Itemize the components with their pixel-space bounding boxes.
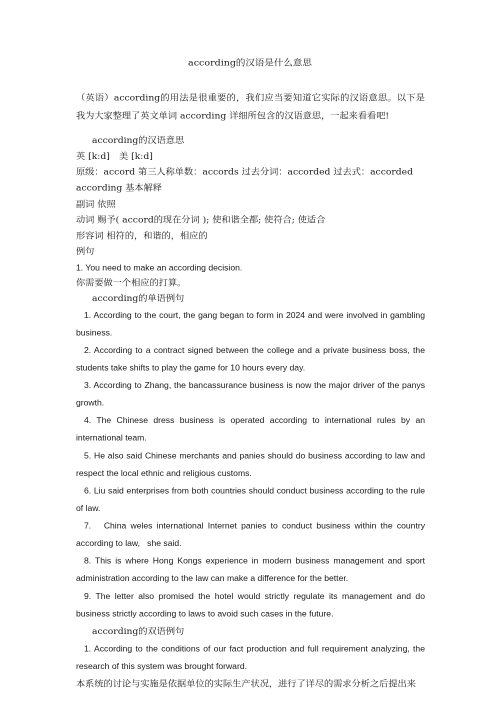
intro-text: （英语）according的用法是很重要的，我们应当要知道它实际的汉语意思。以下是我为大家整理了英文单词 according 详细所包含的汉语意思，一起来看看吧! [76,93,425,122]
example-chinese: 你需要做一个相应的打算。 [76,278,187,289]
forms-line: 原级：accord 第三人称单数：accords 过去分词：accorded 过去式：accorded [76,167,413,178]
single-example-1: 1. According to the court, the gang began to form in 2024 and were involved in gambling business. [76,310,425,338]
single-example-5: 5. He also said Chinese merchants and panies should do business according to law and respect the local ethnic and religious customs. [76,450,425,478]
single-example-6: 6. Liu said enterprises from both countries should conduct business according to the rule of law. [76,486,425,513]
single-example-9: 9. The letter also promised the hotel would strictly regulate its management and do business strictly according to laws to avoid such cases in the future. [76,591,425,619]
verb-line: 动词 赐予( accord的现在分词 ); 使和谐全都; 使符合; 使适合 [76,215,326,226]
section-meaning-heading: according的汉语意思 [92,135,185,146]
example-english: 1. You need to make an according decision. [76,263,243,273]
example-label: 例句 [76,246,95,257]
adverb-line: 副词 依照 [76,199,116,210]
single-example-4: 4. The Chinese dress business is operated according to international rules by an international team. [76,415,425,443]
intro-paragraph [76,90,425,125]
single-examples-heading: according的单语例句 [92,293,185,304]
single-example-2: 2. According to a contract signed between the college and a private business boss, the students take shifts to play the game for 10 hours every day. [76,345,425,373]
single-example-3: 3. According to Zhang, the bancassurance business is now the major driver of the panys growth. [76,380,425,408]
page-title: according的汉语是什么意思 [188,58,312,69]
bilingual-example-english: 1. According to the conditions of our fact production and full requirement analyzing, the research of this system was brought forward. [76,644,425,671]
single-example-7: 7. China weles international Internet panies to conduct business within the country according to law, she said. [76,521,428,548]
phonetics-line: 英 [kːd] 美 [kːd] [76,151,153,162]
single-example-8: 8. This is where Hong Kongs experience in modern business management and sport administration according to the law can make a difference for the better. [76,556,425,584]
adjective-line: 形容词 相符的，和谐的，相应的 [76,231,208,242]
bilingual-examples-heading: according的双语例句 [92,626,185,637]
bilingual-example-chinese: 本系统的讨论与实施是依据单位的实际生产状况，进行了详尽的需求分析之后提出来 [76,679,416,690]
basic-explanation-heading: according 基本解释 [76,182,162,194]
